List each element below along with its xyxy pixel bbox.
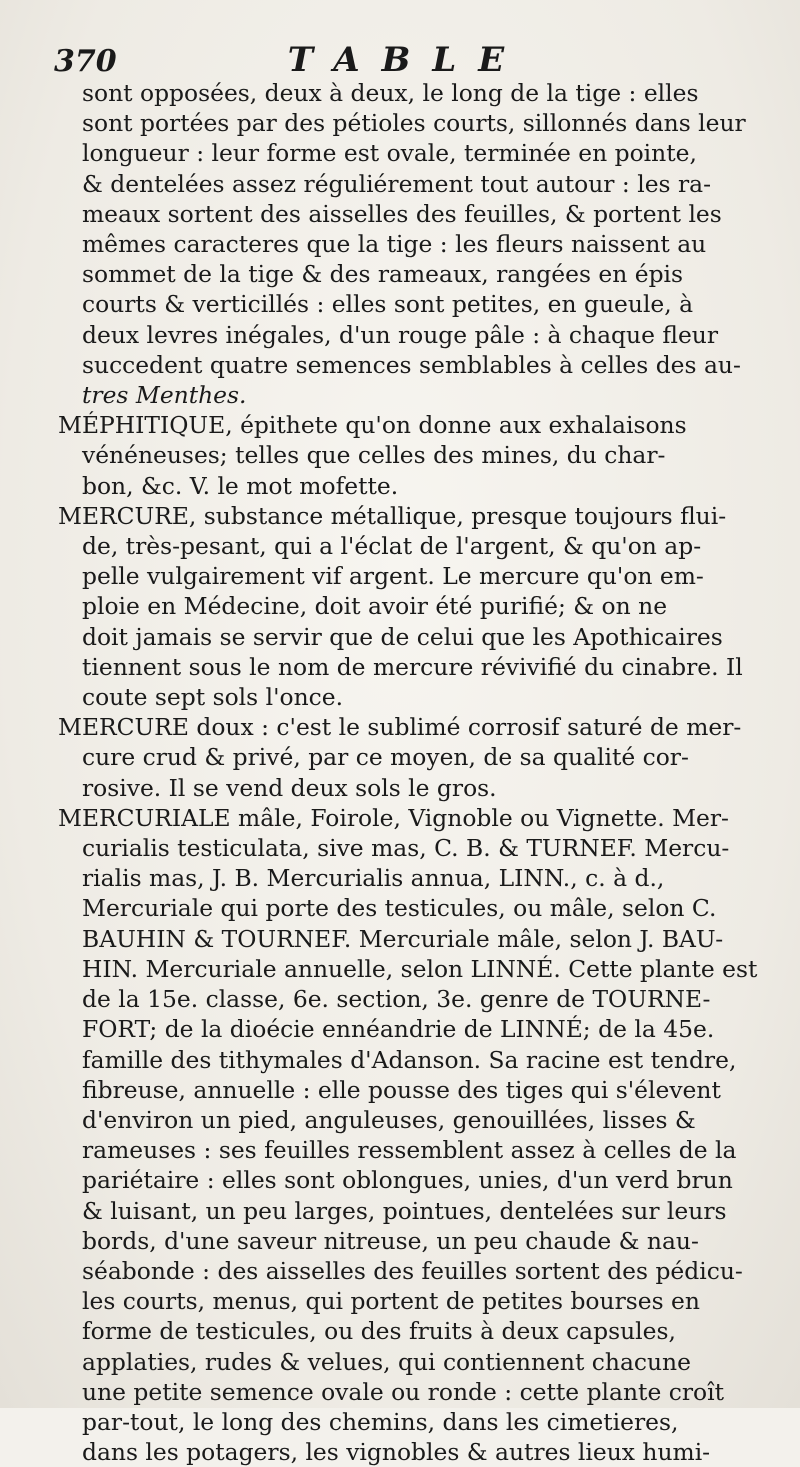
text-line: MERCURE doux : c'est le sublimé corrosif saturé de mer- (58, 713, 742, 742)
text-line: curialis testiculata, sive mas, C. B. & TURNEF. Mercu- (82, 834, 730, 863)
text-line: pariétaire : elles sont oblongues, unies, d'un verd brun (82, 1166, 733, 1195)
text-line: rameuses : ses feuilles ressemblent assez à celles de la (82, 1136, 737, 1165)
text-line: tres Menthes. (82, 381, 247, 410)
text-line: sommet de la tige & des rameaux, rangées en épis (82, 260, 684, 289)
text-line: tiennent sous le nom de mercure révivifié du cinabre. Il (82, 652, 743, 681)
text-line: vénéneuses; telles que celles des mines, du char- (82, 441, 666, 470)
text-line: mêmes caracteres que la tige : les fleurs naissent au (82, 230, 707, 259)
text-line: pelle vulgairement vif argent. Le mercure qu'on em- (82, 562, 704, 591)
text-line: d'environ un pied, anguleuses, genouillées, lisses & (82, 1105, 696, 1134)
text-line: MERCURE, substance métallique, presque toujours flui- (58, 501, 727, 530)
running-title: TABLE (287, 40, 527, 80)
text-line: bords, d'une saveur nitreuse, un peu chaude & nau- (82, 1226, 699, 1255)
text-line: meaux sortent des aisselles des feuilles, & portent les (82, 199, 722, 228)
text-line: longueur : leur forme est ovale, terminée en pointe, (82, 139, 697, 168)
text-line: deux levres inégales, d'un rouge pâle : à chaque fleur (82, 320, 719, 349)
text-line: famille des tithymales d'Adanson. Sa racine est tendre, (82, 1045, 737, 1074)
text-line: Mercuriale qui porte des testicules, ou mâle, selon C. (82, 894, 717, 923)
text-line: ploie en Médecine, doit avoir été purifié; & on ne (82, 592, 668, 621)
text-line: bon, &c. V. le mot mofette. (82, 471, 399, 500)
text-line: rosive. Il se vend deux sols le gros. (82, 773, 497, 802)
body-text (58, 78, 758, 1467)
page-number: 370 (54, 44, 117, 79)
text-line: par-tout, le long des chemins, dans les cimetieres, (82, 1407, 679, 1436)
text-line: forme de testicules, ou des fruits à deux capsules, (82, 1317, 676, 1346)
text-line: applaties, rudes & velues, qui contiennent chacune (82, 1347, 691, 1376)
text-line: HIN. Mercuriale annuelle, selon LINNÉ. Cette plante est (82, 954, 758, 983)
text-line: courts & verticillés : elles sont petites, en gueule, à (82, 290, 694, 319)
text-line: sont opposées, deux à deux, le long de la tige : elles (82, 79, 699, 107)
text-line: BAUHIN & TOURNEF. Mercuriale mâle, selon J. BAU- (82, 924, 724, 953)
text-line: de, très-pesant, qui a l'éclat de l'argent, & qu'on ap- (82, 532, 702, 561)
text-line: & luisant, un peu larges, pointues, dentelées sur leurs (82, 1196, 727, 1225)
text-line: sont portées par des pétioles courts, sillonnés dans leur (82, 109, 746, 138)
text-line: une petite semence ovale ou ronde : cette plante croît (82, 1377, 724, 1406)
text-line: cure crud & privé, par ce moyen, de sa qualité cor- (82, 743, 689, 772)
text-line: MÉPHITIQUE, épithete qu'on donne aux exhalaisons (58, 411, 687, 440)
text-line: séabonde : des aisselles des feuilles sortent des pédicu- (82, 1256, 743, 1285)
text-line: & dentelées assez réguliérement tout autour : les ra- (82, 169, 712, 198)
text-line: FORT; de la dioécie ennéandrie de LINNÉ; de la 45e. (82, 1015, 715, 1044)
text-line: coute sept sols l'once. (82, 683, 344, 712)
text-line: rialis mas, J. B. Mercurialis annua, LINN., c. à d., (82, 864, 665, 893)
text-line: les courts, menus, qui portent de petites bourses en (82, 1287, 700, 1316)
text-line: succedent quatre semences semblables à celles des au- (82, 350, 741, 379)
text-line: MERCURIALE mâle, Foirole, Vignoble ou Vignette. Mer- (58, 803, 729, 832)
text-line: fibreuse, annuelle : elle pousse des tiges qui s'élevent (82, 1075, 721, 1104)
text-line: de la 15e. classe, 6e. section, 3e. genre de TOURNE- (82, 985, 711, 1014)
text-line: dans les potagers, les vignobles & autres lieux humi- (82, 1438, 711, 1467)
text-line: doit jamais se servir que de celui que les Apothicaires (82, 622, 723, 651)
